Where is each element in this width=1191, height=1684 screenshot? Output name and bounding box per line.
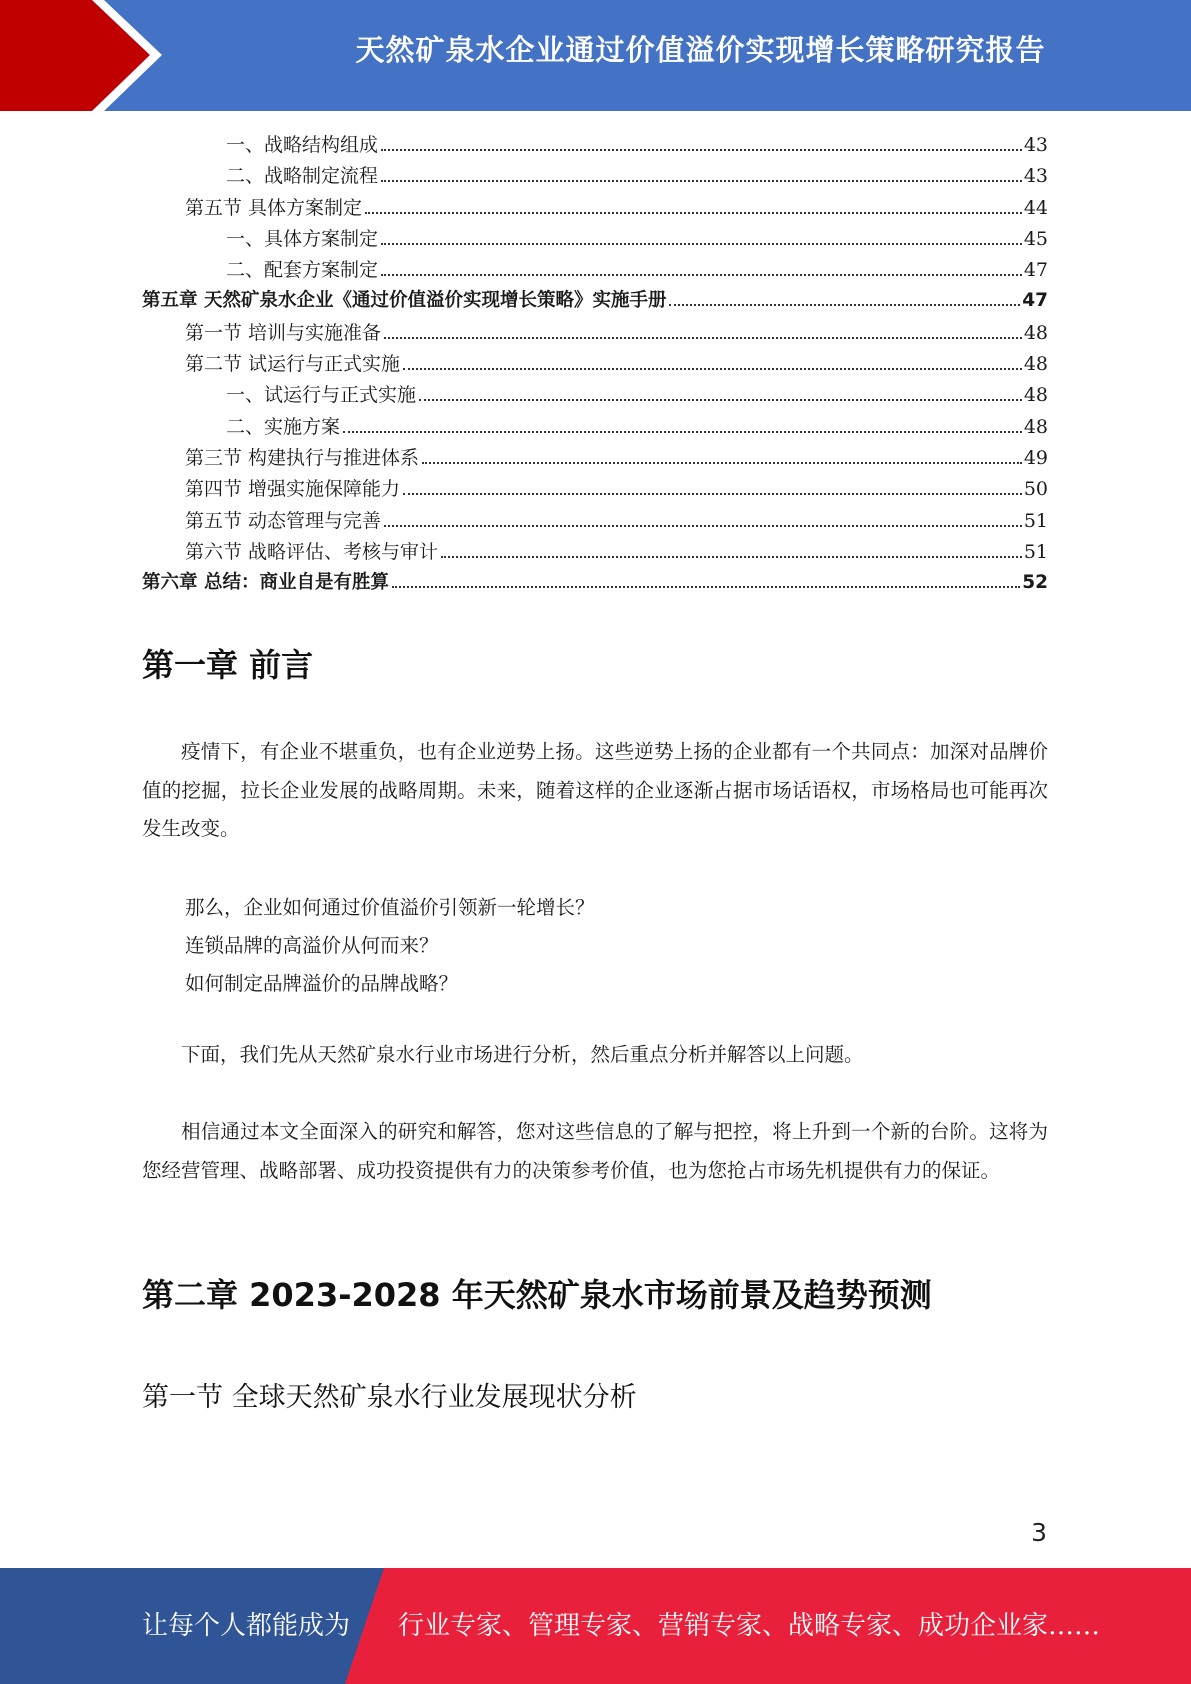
- toc-entry-page: 49: [1023, 446, 1048, 469]
- toc-entry-page: 43: [1023, 165, 1048, 188]
- toc-entry-page: 45: [1023, 227, 1048, 250]
- toc-entry[interactable]: [142, 474, 1048, 505]
- toc-dot-leader: [381, 149, 1022, 151]
- toc-dot-leader: [384, 337, 1022, 339]
- toc-dot-leader: [343, 431, 1022, 433]
- toc-entry[interactable]: [142, 318, 1048, 349]
- header-title: 天然矿泉水企业通过价值溢价实现增长策略研究报告: [355, 33, 1046, 67]
- page-header: [0, 0, 1191, 111]
- toc-entry-page: 51: [1023, 509, 1048, 532]
- chapter-1-paragraph-2: 下面，我们先从天然矿泉水行业市场进行分析，然后重点分析并解答以上问题。: [181, 1043, 864, 1066]
- toc-entry-label: 第五章 天然矿泉水企业《通过价值溢价实现增长策略》实施手册: [142, 290, 667, 312]
- toc-entry-label: 二、战略制定流程: [226, 165, 379, 188]
- toc-dot-leader: [384, 525, 1022, 527]
- toc-entry-page: 52: [1022, 572, 1048, 594]
- toc-entry-label: 二、实施方案: [226, 415, 341, 438]
- toc-entry-label: 一、战略结构组成: [226, 134, 379, 156]
- toc-entry-label: 第六章 总结：商业自是有胜算: [142, 572, 389, 594]
- chapter-2-section-1-heading: 第一节 全球天然矿泉水行业发展现状分析: [142, 1382, 637, 1413]
- toc-dot-leader: [381, 274, 1022, 276]
- toc-dot-leader: [419, 399, 1022, 401]
- toc-entry-label: 一、试运行与正式实施: [226, 384, 417, 407]
- toc-entry-page: 44: [1023, 196, 1048, 219]
- toc-dot-leader: [381, 243, 1022, 245]
- toc-dot-leader: [422, 462, 1022, 464]
- toc-entry-page: 47: [1022, 290, 1048, 312]
- toc-entry[interactable]: [142, 380, 1048, 411]
- chapter-1-heading: 第一章 前言: [142, 646, 314, 684]
- footer-slogan-right: 行业专家、管理专家、营销专家、战略专家、成功企业家……: [398, 1611, 1101, 1641]
- toc-dot-leader: [392, 586, 1020, 588]
- toc-entry[interactable]: [142, 349, 1048, 380]
- toc-entry-label: 第五节 动态管理与完善: [185, 509, 382, 532]
- toc-entry-label: 第六节 战略评估、考核与审计: [185, 540, 439, 563]
- toc-entry-label: 第二节 试运行与正式实施: [185, 353, 401, 376]
- toc-dot-leader: [381, 180, 1022, 182]
- toc-entry[interactable]: [142, 193, 1048, 224]
- toc-entry-page: 48: [1023, 415, 1048, 438]
- toc-entry[interactable]: [142, 537, 1048, 568]
- toc-dot-leader: [403, 368, 1022, 370]
- chapter-1-paragraph-1: 疫情下，有企业不堪重负，也有企业逆势上扬。这些逆势上扬的企业都有一个共同点：加深对品牌价值的挖掘，拉长企业发展的战略周期。未来，随着这样的企业逐渐占据市场话语权，市场格局也可能再次发生改变。: [142, 740, 1048, 840]
- toc-entry[interactable]: [142, 286, 1048, 317]
- toc-entry-page: 48: [1023, 321, 1048, 344]
- table-of-contents: [142, 130, 1048, 599]
- question-line-3: 如何制定品牌溢价的品牌战略？: [185, 972, 459, 995]
- toc-entry-label: 一、具体方案制定: [226, 227, 379, 250]
- chapter-2-heading: 第二章 2023-2028 年天然矿泉水市场前景及趋势预测: [142, 1276, 932, 1314]
- question-line-2: 连锁品牌的高溢价从何而来？: [185, 934, 439, 957]
- toc-dot-leader: [441, 556, 1022, 558]
- toc-entry[interactable]: [142, 412, 1048, 443]
- toc-dot-leader: [403, 493, 1022, 495]
- toc-entry-label: 第一节 培训与实施准备: [185, 321, 382, 344]
- toc-entry-label: 第五节 具体方案制定: [185, 196, 363, 219]
- toc-entry-page: 43: [1023, 134, 1048, 156]
- toc-entry[interactable]: [142, 161, 1048, 192]
- toc-dot-leader: [669, 304, 1020, 306]
- toc-entry-label: 第三节 构建执行与推进体系: [185, 446, 420, 469]
- toc-dot-leader: [365, 212, 1022, 214]
- toc-entry-page: 50: [1023, 478, 1048, 501]
- toc-entry[interactable]: [142, 255, 1048, 286]
- chapter-1-paragraph-3: 相信通过本文全面深入的研究和解答，您对这些信息的了解与把控，将上升到一个新的台阶。这将为您经营管理、战略部署、成功投资提供有力的决策参考价值，也为您抢占市场先机提供有力的保证。: [142, 1120, 1048, 1182]
- page-number: 3: [1031, 1518, 1047, 1547]
- toc-entry-page: 47: [1023, 259, 1048, 282]
- toc-entry[interactable]: [142, 224, 1048, 255]
- toc-entry-label: 二、配套方案制定: [226, 259, 379, 282]
- toc-entry[interactable]: [142, 568, 1048, 599]
- question-line-1: 那么，企业如何通过价值溢价引领新一轮增长？: [185, 896, 595, 919]
- toc-entry[interactable]: [142, 506, 1048, 537]
- toc-entry-page: 48: [1023, 384, 1048, 407]
- toc-entry-page: 48: [1023, 353, 1048, 376]
- toc-entry-page: 51: [1023, 540, 1048, 563]
- page-footer: [0, 1568, 1191, 1684]
- toc-entry-label: 第四节 增强实施保障能力: [185, 478, 401, 501]
- toc-entry[interactable]: [142, 130, 1048, 161]
- footer-slogan-left: 让每个人都能成为: [142, 1611, 351, 1641]
- toc-entry[interactable]: [142, 443, 1048, 474]
